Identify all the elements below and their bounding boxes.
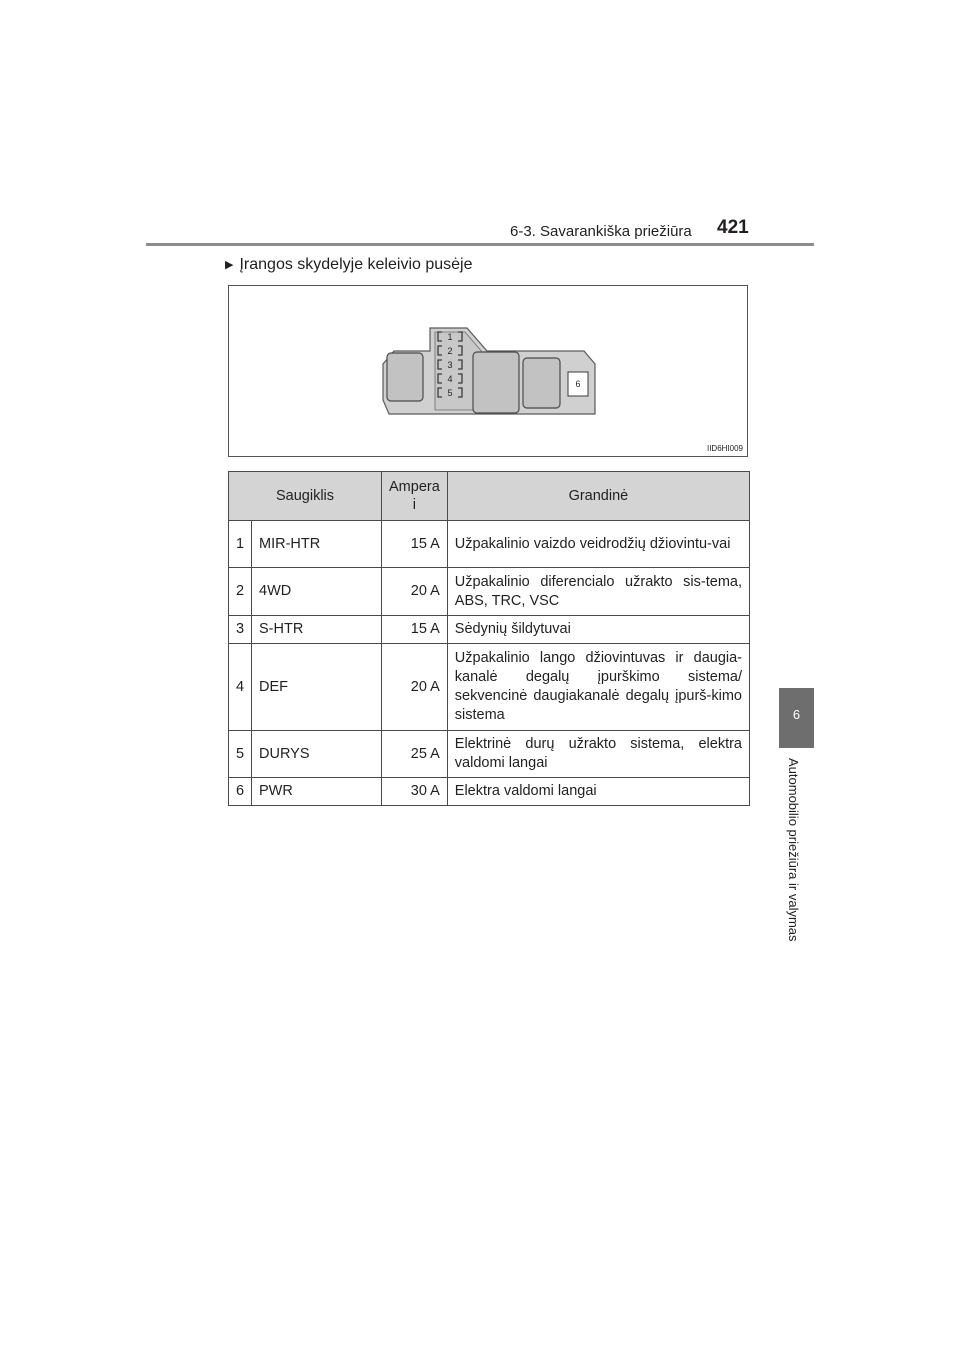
fuse-name: MIR-HTR [252, 521, 382, 568]
table-row [229, 521, 750, 568]
table-row [229, 616, 750, 644]
relay-left [387, 353, 423, 401]
fuse-name: PWR [252, 778, 382, 806]
relay-right [523, 358, 560, 408]
fuse-circuit: Elektrinė durų užrakto sistema, elektra valdomi langai [447, 731, 749, 778]
fuse-number: 6 [229, 778, 252, 806]
fuse-circuit: Sėdynių šildytuvai [447, 616, 749, 644]
table-header-row [229, 472, 750, 521]
header-ampere: Ampera i [382, 472, 448, 521]
fuse-ampere: 15 A [382, 616, 448, 644]
table-row [229, 568, 750, 616]
table-row [229, 731, 750, 778]
header-circuit: Grandinė [447, 472, 749, 521]
section-heading-text: Įrangos skydelyje keleivio pusėje [239, 256, 473, 273]
relay-middle [473, 352, 519, 413]
fuse-box-diagram [229, 286, 749, 458]
fuse-circuit: Užpakalinio lango džiovintuvas ir daugia-kanalė degalų įpurškimo sistema/ sekvencinė daugiakanalė degalų įpurš-kimo sistema [447, 644, 749, 731]
fuse-label-2: 2 [447, 346, 453, 356]
fuse-ampere: 20 A [382, 568, 448, 616]
fuse-label-3: 3 [447, 360, 453, 370]
header-section-title: 6-3. Savarankiška priežiūra [510, 223, 692, 240]
chapter-tab-number: 6 [792, 707, 801, 722]
triangle-right-icon: ▶ [225, 259, 234, 271]
fuse-ampere: 25 A [382, 731, 448, 778]
fuse-label-4: 4 [447, 374, 453, 384]
fuse-ampere: 20 A [382, 644, 448, 731]
fuse-name: DEF [252, 644, 382, 731]
fuse-number: 5 [229, 731, 252, 778]
header-fuse: Saugiklis [229, 472, 382, 521]
fuse-ampere: 15 A [382, 521, 448, 568]
fuse-number: 1 [229, 521, 252, 568]
fuse-number: 4 [229, 644, 252, 731]
page-number: 421 [717, 217, 749, 238]
fuse-name: DURYS [252, 731, 382, 778]
fuse-table [228, 471, 750, 806]
fuse-box-figure [228, 285, 748, 457]
fuse-number: 2 [229, 568, 252, 616]
fuse-name: S-HTR [252, 616, 382, 644]
fuse-label-5: 5 [447, 388, 453, 398]
fuse-circuit: Užpakalinio diferencialo užrakto sis-tema, ABS, TRC, VSC [447, 568, 749, 616]
fuse-label-6: 6 [575, 379, 581, 389]
table-row [229, 644, 750, 731]
fuse-circuit: Elektra valdomi langai [447, 778, 749, 806]
fuse-ampere: 30 A [382, 778, 448, 806]
fuse-circuit: Užpakalinio vaizdo veidrodžių džiovintu-vai [447, 521, 749, 568]
section-heading [225, 256, 472, 274]
table-row [229, 778, 750, 806]
fuse-label-1: 1 [447, 332, 453, 342]
fuse-name: 4WD [252, 568, 382, 616]
fuse-number: 3 [229, 616, 252, 644]
chapter-tab-label: Automobilio priežiūra ir valymas [786, 758, 801, 942]
header-rule [146, 243, 814, 246]
figure-code: IID6HI009 [706, 444, 743, 453]
